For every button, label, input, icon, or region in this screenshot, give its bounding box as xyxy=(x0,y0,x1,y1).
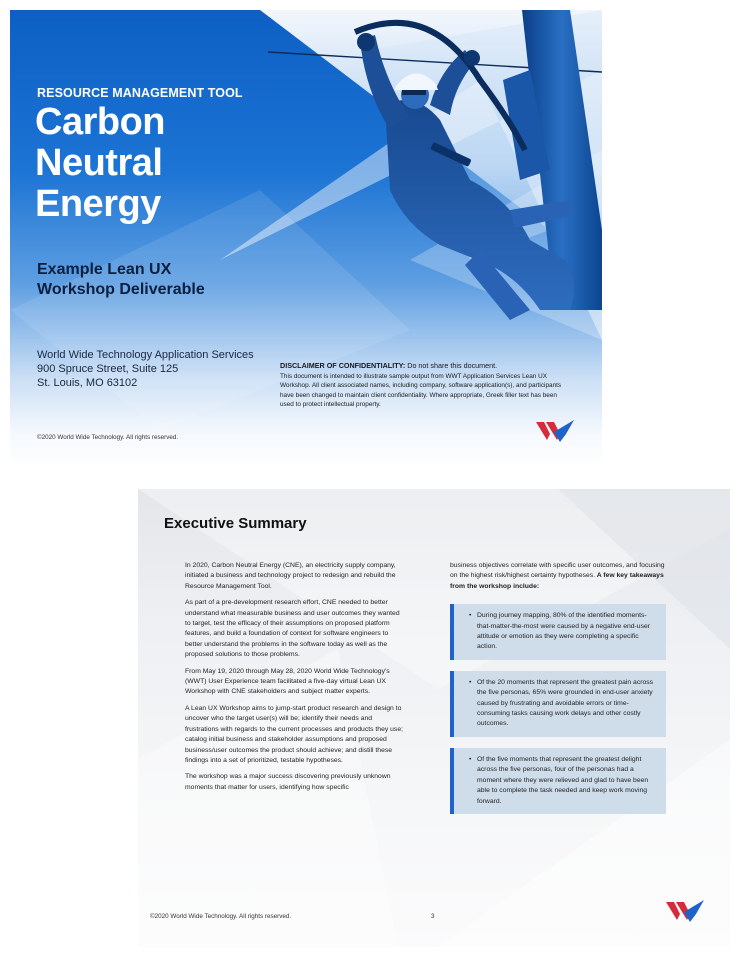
bullet-icon: • xyxy=(469,755,472,763)
cover-kicker: RESOURCE MANAGEMENT TOOL xyxy=(37,86,243,100)
summary-paragraph: The workshop was a major success discovering previously unknown moments that matter for users, identifying how specific xyxy=(185,773,391,791)
confidentiality-disclaimer xyxy=(280,361,565,410)
summary-right-column xyxy=(450,561,666,825)
takeaway-callout xyxy=(450,604,666,660)
takeaways-intro-text: business objectives correlate with specific user outcomes, and focusing on the highest risk/highest certainty hypotheses. xyxy=(450,562,665,580)
page-number: 3 xyxy=(431,913,435,920)
bullet-icon: • xyxy=(469,612,472,620)
page-title: Executive Summary xyxy=(164,515,307,532)
executive-summary-page xyxy=(138,489,730,947)
cover-subtitle-line: Example Lean UX xyxy=(37,261,172,278)
cover-title xyxy=(35,102,165,225)
takeaway-text: Of the 20 moments that represent the greatest pain across the five personas, 65% were grounded in end-user anxiety caused by frustrating and avoidable errors or time-consuming tasks causing work delays and other costly outcomes. xyxy=(477,678,654,728)
cover-subtitle xyxy=(37,260,205,300)
address-line: World Wide Technology Application Services xyxy=(37,349,254,361)
takeaways-intro xyxy=(450,561,666,592)
wwt-logo-icon xyxy=(666,900,706,924)
address-line: St. Louis, MO 63102 xyxy=(37,377,138,389)
cover-title-line: Energy xyxy=(35,183,161,225)
cover-page xyxy=(10,10,602,468)
takeaway-callout xyxy=(450,671,666,737)
summary-paragraph: From May 19, 2020 through May 28, 2020 World Wide Technology's (WWT) User Experience team facilitated a five-day virtual Lean UX Workshop with CNE stakeholders and subject matter experts. xyxy=(185,667,390,696)
cover-copyright: ©2020 World Wide Technology. All rights reserved. xyxy=(37,434,179,441)
takeaway-text: During journey mapping, 80% of the identified moments-that-matter-the-most were caused by a negative end-user attitude or emotion as they were completing a specific action. xyxy=(477,612,651,651)
summary-left-column xyxy=(185,561,405,799)
summary-paragraph: As part of a pre-development research effort, CNE needed to better understand what measurable business and user outcomes they wanted to target, test the efficacy of their assumptions on proposed platform features, and build a foundation of context for software engineers to better understand the problems in the software today as well as the proposed solutions to those problems. xyxy=(185,599,400,659)
disclaimer-heading: DISCLAIMER OF CONFIDENTIALITY: xyxy=(280,361,406,370)
company-address xyxy=(37,348,254,390)
cover-title-line: Neutral xyxy=(35,142,163,184)
takeaway-text: Of the five moments that represent the greatest delight across the five personas, four of the personas had a moment where they were relieved and glad to have been able to complete the task needed and keep work moving forward. xyxy=(477,755,649,805)
disclaimer-lead: Do not share this document. xyxy=(405,361,498,370)
cover-title-line: Carbon xyxy=(35,101,165,143)
summary-paragraph: A Lean UX Workshop aims to jump-start product research and design to uncover who the target user(s) will be; identify their needs and frustrations with regards to the current processes and products they use; catalog initial business and stakeholder assumptions and proposed business/user outcomes the product should achieve; and distill these findings into a set of prioritized, testable hypotheses. xyxy=(185,704,403,764)
summary-copyright: ©2020 World Wide Technology. All rights reserved. xyxy=(150,913,292,920)
cover-subtitle-line: Workshop Deliverable xyxy=(37,281,205,298)
disclaimer-body: This document is intended to illustrate sample output from WWT Application Services Lean UX Workshop. All client associated names, including company, software application(s), and participants have been changed to maintain client confidentiality. Where appropriate, Greek filler text has been used to protect intellectual property. xyxy=(280,372,562,409)
takeaways-intro-bold: A few key takeaways from the workshop include: xyxy=(450,572,664,590)
takeaway-callout xyxy=(450,748,666,814)
wwt-logo-icon xyxy=(536,420,576,444)
summary-paragraph: In 2020, Carbon Neutral Energy (CNE), an electricity supply company, initiated a business and technology project to redesign and rebuild the Resource Management Tool. xyxy=(185,562,396,590)
bullet-icon: • xyxy=(469,678,472,686)
address-line: 900 Spruce Street, Suite 125 xyxy=(37,363,179,375)
